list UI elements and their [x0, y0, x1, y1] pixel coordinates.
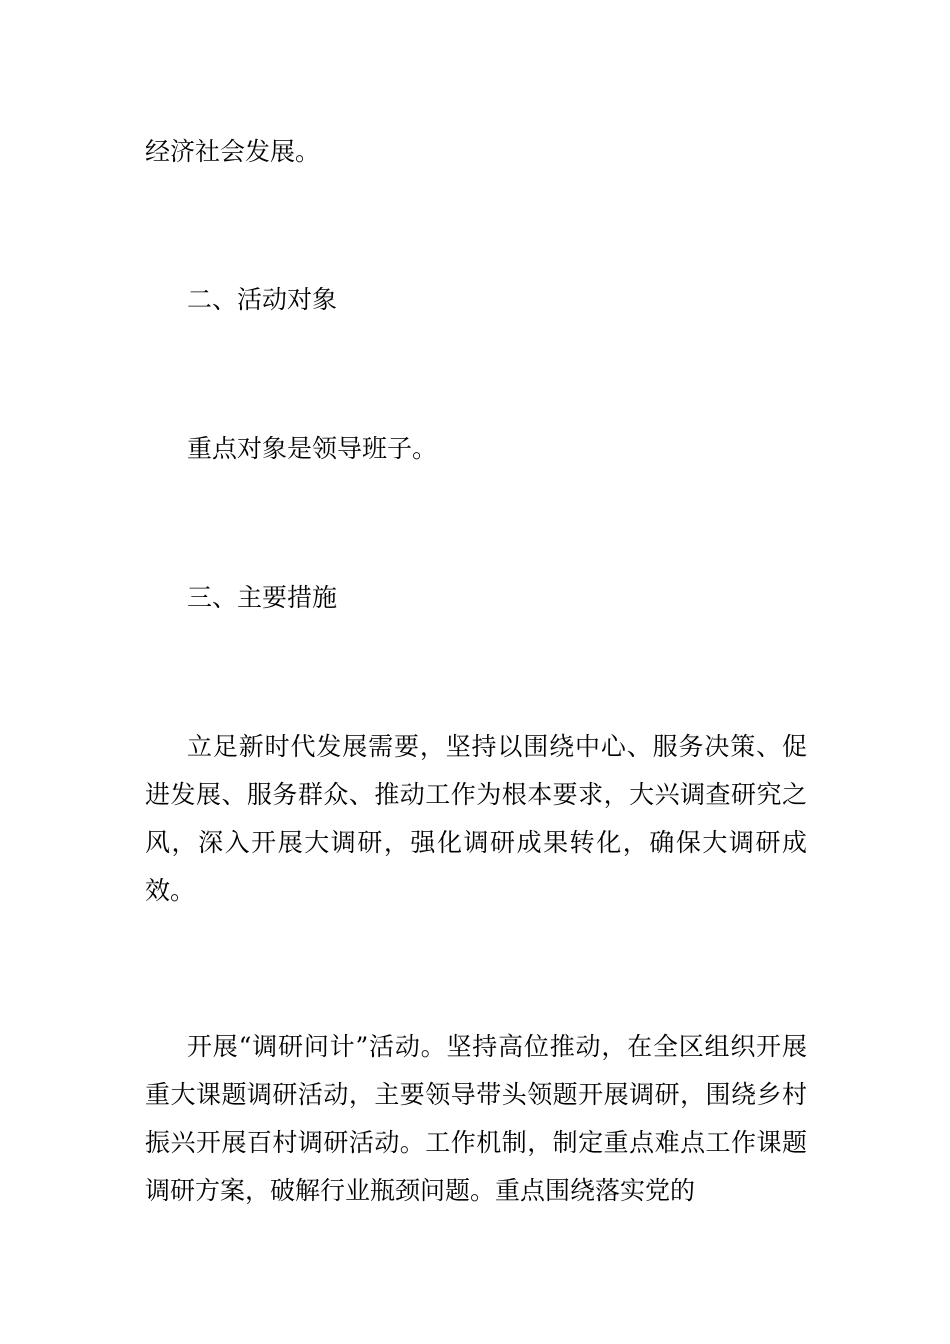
section-text-targets: 重点对象是领导班子。	[187, 434, 438, 463]
paragraph-measures-intro: 立足新时代发展需要，坚持以围绕中心、服务决策、促进发展、服务群众、推动工作为根本要求，大兴调查研究之风，深入开展大调研，强化调研成果转化，确保大调研成效。	[145, 732, 807, 905]
section-heading-activity-targets: 二、活动对象	[187, 285, 338, 314]
section-heading-main-measures: 三、主要措施	[187, 583, 338, 612]
continuation-text: 经济社会发展。	[145, 137, 321, 166]
paragraph-research-activity: 开展“调研问计”活动。坚持高位推动，在全区组织开展重大课题调研活动，主要领导带头领题开展调研，围绕乡村振兴开展百村调研活动。工作机制，制定重点难点工作课题调研方案，破解行业瓶颈问题。重点围绕落实党的	[145, 1032, 807, 1205]
